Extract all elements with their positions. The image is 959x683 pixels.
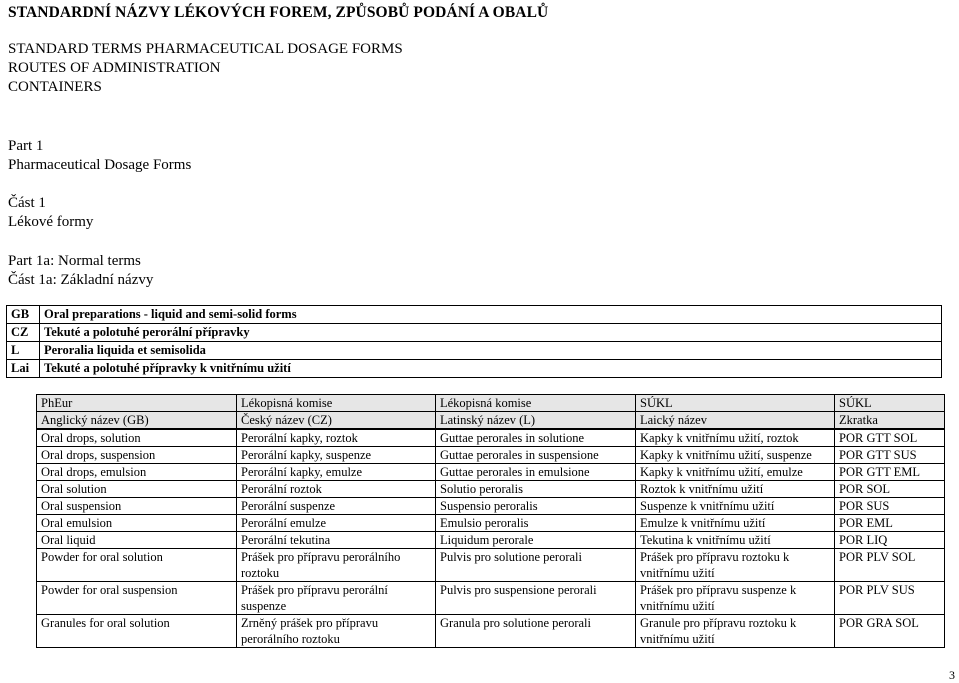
table-cell: Oral liquid	[37, 532, 237, 549]
table-cell: Zrněný prášek pro přípravu perorálního roztoku	[237, 615, 436, 648]
group-value: Peroralia liquida et semisolida	[40, 342, 942, 360]
table-cell: Perorální roztok	[237, 481, 436, 498]
table-cell: Roztok k vnitřnímu užití	[636, 481, 835, 498]
part-name: Pharmaceutical Dosage Forms	[8, 157, 192, 173]
subtitle-line: CONTAINERS	[8, 79, 102, 95]
table-cell: POR SOL	[835, 481, 945, 498]
header-cell: Český název (CZ)	[237, 412, 436, 430]
document-title: STANDARDNÍ NÁZVY LÉKOVÝCH FOREM, ZPŮSOBŮ PODÁNÍ A OBALŮ	[8, 4, 549, 21]
table-cell: Oral solution	[37, 481, 237, 498]
table-cell: Prášek pro přípravu suspenze k vnitřnímu užití	[636, 582, 835, 615]
table-row	[37, 615, 945, 648]
table-row	[37, 464, 945, 481]
table-cell: Granules for oral solution	[37, 615, 237, 648]
table-cell: POR EML	[835, 515, 945, 532]
table-row	[37, 447, 945, 464]
subtitle-line: ROUTES OF ADMINISTRATION	[8, 60, 221, 76]
table-cell: Emulsio peroralis	[436, 515, 636, 532]
table-cell: Emulze k vnitřnímu užití	[636, 515, 835, 532]
table-cell: Guttae perorales in suspensione	[436, 447, 636, 464]
table-row	[37, 429, 945, 447]
table-row	[37, 532, 945, 549]
page-number: 3	[949, 668, 955, 682]
table-cell: Tekutina k vnitřnímu užití	[636, 532, 835, 549]
header-cell: Anglický název (GB)	[37, 412, 237, 430]
dosage-forms-table	[36, 394, 945, 648]
table-cell: Guttae perorales in emulsione	[436, 464, 636, 481]
header-cell: Lékopisná komise	[436, 395, 636, 412]
table-cell: POR LIQ	[835, 532, 945, 549]
header-cell: Zkratka	[835, 412, 945, 430]
group-code: L	[7, 342, 40, 360]
header-cell: Laický název	[636, 412, 835, 430]
table-row	[37, 582, 945, 615]
group-value: Tekuté a polotuhé perorální přípravky	[40, 324, 942, 342]
table-cell: Kapky k vnitřnímu užití, suspenze	[636, 447, 835, 464]
header-cell: Lékopisná komise	[237, 395, 436, 412]
subpart-cz: Část 1a: Základní názvy	[8, 272, 154, 288]
table-cell: POR PLV SOL	[835, 549, 945, 582]
table-cell: Perorální tekutina	[237, 532, 436, 549]
group-row	[7, 324, 942, 342]
group-code: CZ	[7, 324, 40, 342]
table-cell: Granule pro přípravu roztoku k vnitřnímu užití	[636, 615, 835, 648]
header-cell: PhEur	[37, 395, 237, 412]
table-cell: Powder for oral suspension	[37, 582, 237, 615]
table-cell: Oral drops, suspension	[37, 447, 237, 464]
subtitle-line: STANDARD TERMS PHARMACEUTICAL DOSAGE FORMS	[8, 41, 403, 57]
table-cell: Liquidum perorale	[436, 532, 636, 549]
table-cell: Perorální kapky, roztok	[237, 429, 436, 447]
table-cell: Kapky k vnitřnímu užití, roztok	[636, 429, 835, 447]
table-cell: Suspensio peroralis	[436, 498, 636, 515]
table-header-row	[37, 395, 945, 412]
table-cell: Perorální emulze	[237, 515, 436, 532]
subpart-en: Part 1a: Normal terms	[8, 253, 141, 269]
table-cell: POR PLV SUS	[835, 582, 945, 615]
part-name: Lékové formy	[8, 214, 94, 230]
part-heading-cz	[8, 194, 93, 232]
part-number: Part 1	[8, 138, 44, 154]
table-cell: Perorální kapky, suspenze	[237, 447, 436, 464]
group-value: Oral preparations - liquid and semi-solid forms	[40, 306, 942, 324]
table-row	[37, 549, 945, 582]
part-heading-en	[8, 137, 191, 175]
header-cell: SÚKL	[636, 395, 835, 412]
table-cell: Pulvis pro solutione perorali	[436, 549, 636, 582]
subtitle-block	[8, 40, 403, 97]
table-cell: Solutio peroralis	[436, 481, 636, 498]
table-cell: Powder for oral solution	[37, 549, 237, 582]
part-number: Část 1	[8, 195, 46, 211]
group-row	[7, 306, 942, 324]
table-row	[37, 515, 945, 532]
table-row	[37, 498, 945, 515]
table-cell: Perorální suspenze	[237, 498, 436, 515]
group-table	[6, 305, 942, 378]
table-cell: POR SUS	[835, 498, 945, 515]
group-row	[7, 360, 942, 378]
table-cell: Prášek pro přípravu roztoku k vnitřnímu užití	[636, 549, 835, 582]
table-cell: Suspenze k vnitřnímu užití	[636, 498, 835, 515]
header-cell: SÚKL	[835, 395, 945, 412]
table-cell: Oral drops, solution	[37, 429, 237, 447]
table-cell: Guttae perorales in solutione	[436, 429, 636, 447]
table-cell: Oral drops, emulsion	[37, 464, 237, 481]
table-cell: Granula pro solutione perorali	[436, 615, 636, 648]
table-cell: POR GTT SOL	[835, 429, 945, 447]
table-cell: Oral suspension	[37, 498, 237, 515]
subpart-heading	[8, 252, 153, 290]
table-cell: POR GTT EML	[835, 464, 945, 481]
group-code: Lai	[7, 360, 40, 378]
table-cell: Perorální kapky, emulze	[237, 464, 436, 481]
table-cell: POR GRA SOL	[835, 615, 945, 648]
table-header-row	[37, 412, 945, 430]
table-cell: Prášek pro přípravu perorální suspenze	[237, 582, 436, 615]
table-row	[37, 481, 945, 498]
table-cell: Pulvis pro suspensione perorali	[436, 582, 636, 615]
table-cell: Oral emulsion	[37, 515, 237, 532]
table-cell: POR GTT SUS	[835, 447, 945, 464]
group-value: Tekuté a polotuhé přípravky k vnitřnímu užití	[40, 360, 942, 378]
table-cell: Prášek pro přípravu perorálního roztoku	[237, 549, 436, 582]
group-code: GB	[7, 306, 40, 324]
group-row	[7, 342, 942, 360]
table-cell: Kapky k vnitřnímu užití, emulze	[636, 464, 835, 481]
header-cell: Latinský název (L)	[436, 412, 636, 430]
